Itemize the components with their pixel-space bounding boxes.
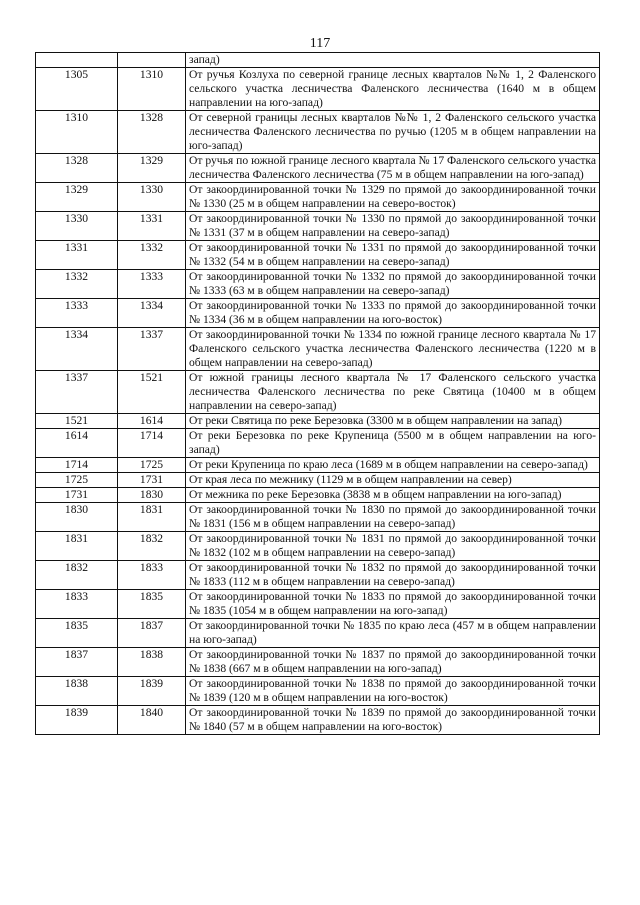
description-cell: От закоординированной точки № 1330 по прямой до закоординированной точки № 1331 (37 м в общем направлении на северо-запад) [186, 212, 600, 241]
to-point-cell: 1840 [118, 706, 186, 735]
from-point-cell: 1614 [36, 429, 118, 458]
from-point-cell: 1837 [36, 648, 118, 677]
description-cell: От ручья Козлуха по северной границе лесных кварталов №№ 1, 2 Фаленского сельского участка лесничества Фаленского лесничества (1640 м в общем направлении на юго-запад) [186, 68, 600, 111]
from-point-cell: 1838 [36, 677, 118, 706]
boundary-description-table [35, 52, 600, 735]
to-point-cell: 1837 [118, 619, 186, 648]
table-row [36, 677, 600, 706]
table-row [36, 53, 600, 68]
table-row [36, 154, 600, 183]
from-point-cell: 1521 [36, 414, 118, 429]
from-point-cell: 1731 [36, 488, 118, 503]
description-cell: От межника по реке Березовка (3838 м в общем направлении на юго-запад) [186, 488, 600, 503]
to-point-cell: 1334 [118, 299, 186, 328]
from-point-cell: 1835 [36, 619, 118, 648]
table-row [36, 111, 600, 154]
to-point-cell: 1839 [118, 677, 186, 706]
from-point-cell: 1310 [36, 111, 118, 154]
description-cell: От закоординированной точки № 1331 по прямой до закоординированной точки № 1332 (54 м в общем направлении на северо-запад) [186, 241, 600, 270]
table-row [36, 648, 600, 677]
description-cell: От закоординированной точки № 1833 по прямой до закоординированной точки № 1835 (1054 м в общем направлении на юго-запад) [186, 590, 600, 619]
page-number: 117 [309, 36, 331, 51]
to-point-cell: 1521 [118, 371, 186, 414]
to-point-cell: 1337 [118, 328, 186, 371]
description-cell: От южной границы лесного квартала № 17 Фаленского сельского участка лесничества Фаленского лесничества по реке Святица (10400 м в общем направлении на северо-запад) [186, 371, 600, 414]
from-point-cell: 1334 [36, 328, 118, 371]
from-point-cell: 1839 [36, 706, 118, 735]
description-cell: От реки Крупеница по краю леса (1689 м в общем направлении на северо-запад) [186, 458, 600, 473]
description-cell: От закоординированной точки № 1838 по прямой до закоординированной точки № 1839 (120 м в общем направлении на юго-восток) [186, 677, 600, 706]
description-cell: От закоординированной точки № 1332 по прямой до закоординированной точки № 1333 (63 м в общем направлении на северо-запад) [186, 270, 600, 299]
description-cell: От закоординированной точки № 1831 по прямой до закоординированной точки № 1832 (102 м в общем направлении на северо-запад) [186, 532, 600, 561]
from-point-cell: 1332 [36, 270, 118, 299]
from-point-cell: 1830 [36, 503, 118, 532]
from-point-cell: 1831 [36, 532, 118, 561]
table-row [36, 241, 600, 270]
to-point-cell: 1333 [118, 270, 186, 299]
table-row [36, 212, 600, 241]
description-cell: От закоординированной точки № 1334 по южной границе лесного квартала № 17 Фаленского сельского участка лесничества Фаленского лесничества (1220 м в общем направлении на северо-запад) [186, 328, 600, 371]
description-cell: От закоординированной точки № 1837 по прямой до закоординированной точки № 1838 (667 м в общем направлении на юго-запад) [186, 648, 600, 677]
to-point-cell: 1330 [118, 183, 186, 212]
table-row [36, 590, 600, 619]
description-cell: От закоординированной точки № 1832 по прямой до закоординированной точки № 1833 (112 м в общем направлении на северо-запад) [186, 561, 600, 590]
table-row [36, 503, 600, 532]
to-point-cell: 1731 [118, 473, 186, 488]
to-point-cell: 1838 [118, 648, 186, 677]
table-row [36, 68, 600, 111]
to-point-cell: 1332 [118, 241, 186, 270]
description-cell: От закоординированной точки № 1329 по прямой до закоординированной точки № 1330 (25 м в общем направлении на северо-восток) [186, 183, 600, 212]
to-point-cell: 1835 [118, 590, 186, 619]
to-point-cell: 1310 [118, 68, 186, 111]
to-point-cell: 1714 [118, 429, 186, 458]
table-row [36, 414, 600, 429]
to-point-cell: 1329 [118, 154, 186, 183]
description-cell: От края леса по межнику (1129 м в общем направлении на север) [186, 473, 600, 488]
table-row [36, 371, 600, 414]
table-row [36, 429, 600, 458]
to-point-cell: 1331 [118, 212, 186, 241]
description-cell: От закоординированной точки № 1839 по прямой до закоординированной точки № 1840 (57 м в общем направлении на юго-восток) [186, 706, 600, 735]
table-row [36, 532, 600, 561]
from-point-cell [36, 53, 118, 68]
description-cell: От реки Березовка по реке Крупеница (5500 м в общем направлении на юго-запад) [186, 429, 600, 458]
table-row [36, 473, 600, 488]
to-point-cell: 1832 [118, 532, 186, 561]
description-cell: запад) [186, 53, 600, 68]
to-point-cell: 1614 [118, 414, 186, 429]
description-cell: От закоординированной точки № 1835 по краю леса (457 м в общем направлении на юго-запад) [186, 619, 600, 648]
from-point-cell: 1328 [36, 154, 118, 183]
table-row [36, 561, 600, 590]
table-row [36, 458, 600, 473]
from-point-cell: 1305 [36, 68, 118, 111]
to-point-cell: 1833 [118, 561, 186, 590]
table-row [36, 619, 600, 648]
from-point-cell: 1330 [36, 212, 118, 241]
from-point-cell: 1832 [36, 561, 118, 590]
description-cell: От северной границы лесных кварталов №№ 1, 2 Фаленского сельского участка лесничества Фаленского лесничества по ручью (1205 м в общем направлении на юго-запад) [186, 111, 600, 154]
description-cell: От реки Святица по реке Березовка (3300 м в общем направлении на запад) [186, 414, 600, 429]
table-body [36, 53, 600, 735]
to-point-cell: 1831 [118, 503, 186, 532]
from-point-cell: 1725 [36, 473, 118, 488]
from-point-cell: 1333 [36, 299, 118, 328]
table-row [36, 706, 600, 735]
to-point-cell [118, 53, 186, 68]
table-row [36, 328, 600, 371]
table-row [36, 270, 600, 299]
table-row [36, 488, 600, 503]
description-cell: От закоординированной точки № 1333 по прямой до закоординированной точки № 1334 (36 м в общем направлении на юго-восток) [186, 299, 600, 328]
from-point-cell: 1329 [36, 183, 118, 212]
description-cell: От ручья по южной границе лесного квартала № 17 Фаленского сельского участка лесничества Фаленского лесничества (75 м в общем направлении на юго-запад) [186, 154, 600, 183]
from-point-cell: 1337 [36, 371, 118, 414]
description-cell: От закоординированной точки № 1830 по прямой до закоординированной точки № 1831 (156 м в общем направлении на северо-запад) [186, 503, 600, 532]
from-point-cell: 1833 [36, 590, 118, 619]
to-point-cell: 1328 [118, 111, 186, 154]
table-row [36, 183, 600, 212]
to-point-cell: 1725 [118, 458, 186, 473]
from-point-cell: 1714 [36, 458, 118, 473]
from-point-cell: 1331 [36, 241, 118, 270]
table-row [36, 299, 600, 328]
to-point-cell: 1830 [118, 488, 186, 503]
